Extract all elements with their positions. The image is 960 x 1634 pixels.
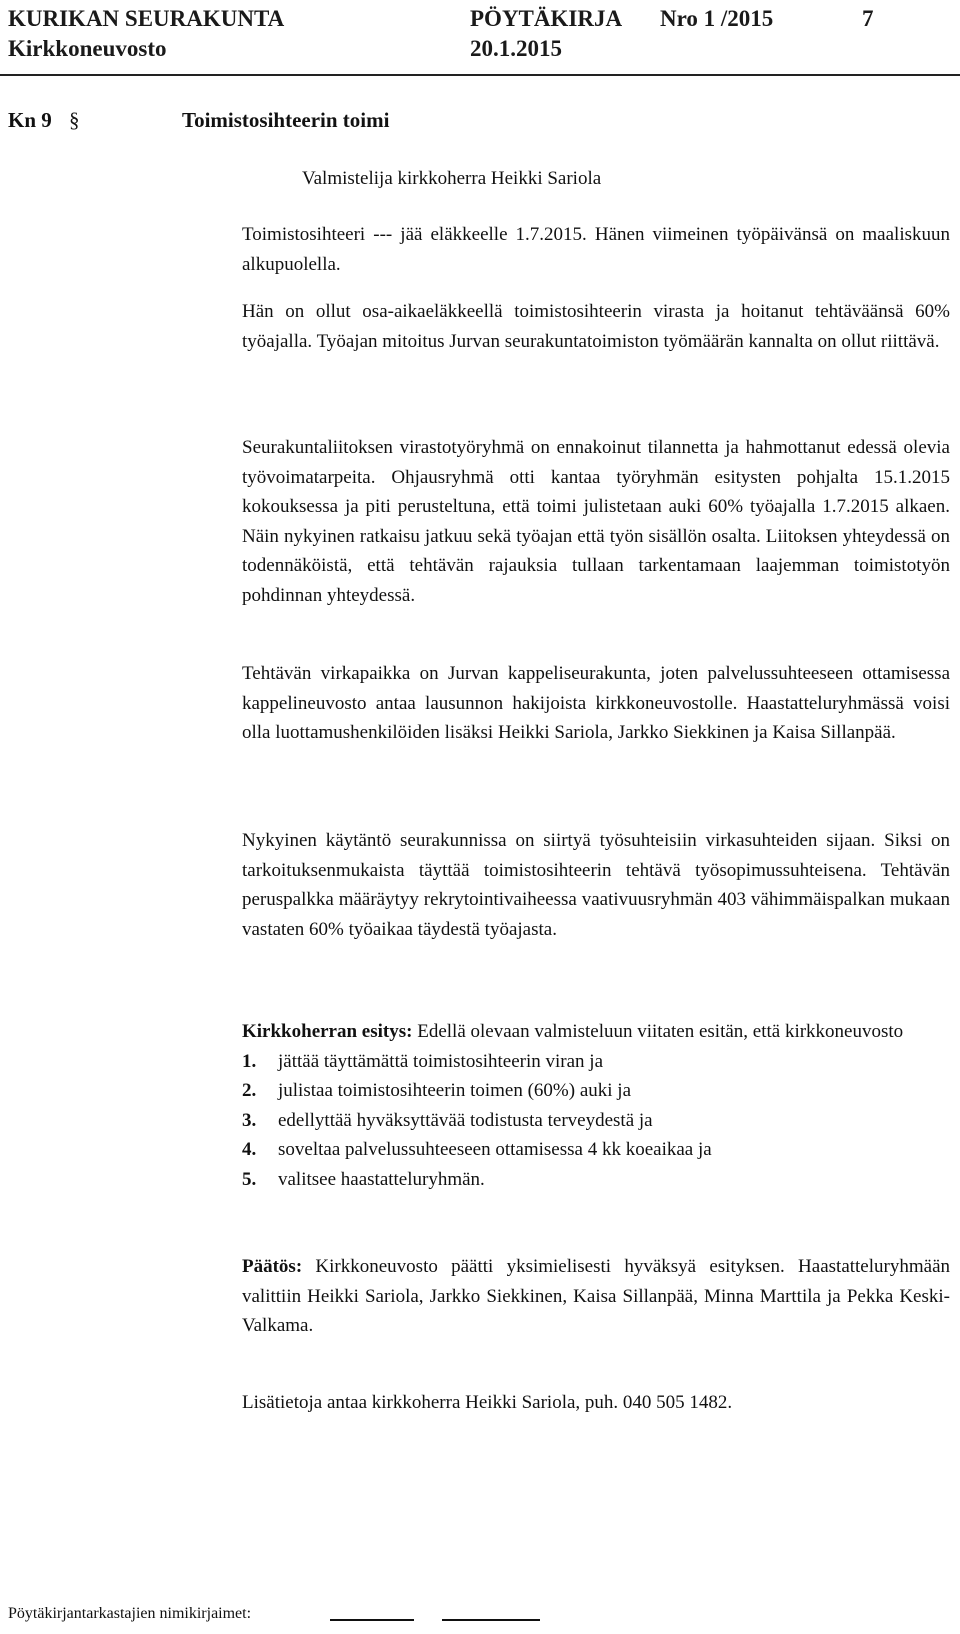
- meeting-date: 20.1.2015: [470, 36, 562, 61]
- organization-name: KURIKAN SEURAKUNTA: [8, 6, 285, 31]
- list-item: 3. edellyttää hyväksyttävää todistusta terveydestä ja: [242, 1109, 653, 1131]
- proposal-label: Kirkkoherran esitys:: [242, 1021, 413, 1042]
- section-symbol: §: [69, 108, 80, 132]
- section-number: Kn 9 §: [8, 108, 80, 132]
- list-item: 5. valitsee haastatteluryhmän.: [242, 1168, 485, 1190]
- paragraph-1: Toimistosihteeri --- jää eläkkeelle 1.7.2015. Hänen viimeinen työpäivänsä on maaliskuun alkupuolella.: [242, 224, 950, 275]
- decision-label: Päätös:: [242, 1256, 303, 1277]
- contact-info: Lisätietoja antaa kirkkoherra Heikki Sariola, puh. 040 505 1482.: [242, 1392, 733, 1413]
- proposal-list: [242, 1047, 950, 1195]
- preparer-line: Valmistelija kirkkoherra Heikki Sariola: [302, 168, 602, 189]
- paragraph-5: Nykyinen käytäntö seurakunnissa on siirtyä työsuhteisiin virkasuhteiden sijaan. Siksi on tarkoituksenmukaista täyttää toimistosihteerin tehtävä työsopimussuhteisena. Tehtävän peruspalkka määräytyy rekrytointivaiheessa vaativuusryhmän 403 vähimmäispalkan mukaan vastaten 60% työaikaa täydestä työajasta.: [242, 830, 950, 940]
- paragraph-2: Hän on ollut osa-aikaeläkkeellä toimistosihteerin virasta ja hoitanut tehtäväänsä 60% työajalla. Työajan mitoitus Jurvan seurakuntatoimiston työmäärän kannalta on ollut riittävä.: [242, 301, 950, 352]
- proposal-block: [242, 1017, 950, 1194]
- list-item: 2. julistaa toimistosihteerin toimen (60%) auki ja: [242, 1080, 632, 1101]
- body-name: Kirkkoneuvosto: [8, 36, 167, 61]
- footer-label: Pöytäkirjantarkastajien nimikirjaimet:: [8, 1605, 252, 1622]
- signature-line-1: [330, 1619, 414, 1621]
- paragraph-3: Seurakuntaliitoksen virastotyöryhmä on ennakoinut tilannetta ja hahmottanut edessä olevia työvoimatarpeita. Ohjausryhmä otti kantaa työryhmän esitysten pohjalta 15.1.2015 kokouksessa ja piti perusteltuna, että toimi julistetaan auki 60% työajalla 1.7.2015 alkaen. Näin nykyinen ratkaisu jatkuu sekä työajan että työn sisällön osalta. Liitoksen yhteydessä on todennäköistä, että tehtävän rajauksia tullaan tarkentamaan laajemman toimistotyön pohdinnan yhteydessä.: [242, 437, 950, 606]
- signature-line-2: [442, 1619, 540, 1621]
- document-number: Nro 1 /2015: [660, 6, 774, 31]
- header-divider: [0, 74, 960, 76]
- decision-block: [242, 1252, 950, 1341]
- decision-text: Kirkkoneuvosto päätti yksimielisesti hyväksyä esityksen. Haastatteluryhmään valittiin Heikki Sariola, Jarkko Siekkinen, Kaisa Sillanpää, Minna Marttila ja Pekka Keski-Valkama.: [242, 1256, 950, 1336]
- list-item: 1. jättää täyttämättä toimistosihteerin viran ja: [242, 1050, 604, 1072]
- list-item: 4. soveltaa palvelussuhteeseen ottamisessa 4 kk koeaikaa ja: [242, 1139, 712, 1160]
- document-type: PÖYTÄKIRJA: [470, 6, 623, 31]
- page-number: 7: [862, 6, 874, 31]
- paragraph-4: Tehtävän virkapaikka on Jurvan kappeliseurakunta, joten palvelussuhteeseen ottamisessa kappelineuvosto antaa lausunnon hakijoista kirkkoneuvostolle. Haastatteluryhmässä voisi olla luottamushenkilöiden lisäksi Heikki Sariola, Jarkko Siekkinen ja Kaisa Sillanpää.: [242, 663, 950, 743]
- section-title: Toimistosihteerin toimi: [182, 108, 390, 132]
- proposal-text: Edellä olevaan valmisteluun viitaten esitän, että kirkkoneuvosto: [412, 1021, 904, 1042]
